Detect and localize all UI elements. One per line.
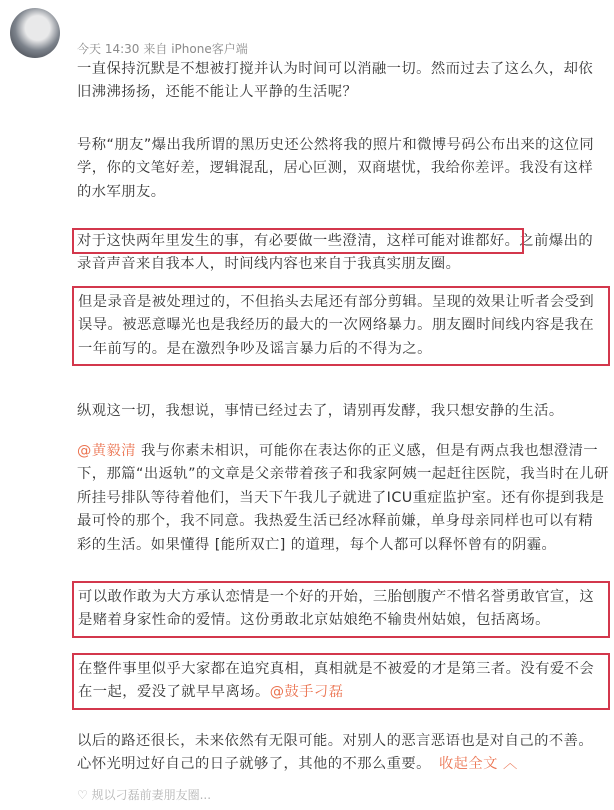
paragraph-3: 对于这快两年里发生的事，有必要做一些澄清，这样可能对谁都好。之前爆出的 录音声音来自我本人，时间线内容也来自于我真实朋友圈。: [77, 233, 594, 273]
highlight-box-1: 对于这快两年里发生的事，有必要做一些澄清，这样可能对谁都好。: [77, 233, 520, 249]
paragraph-5: 纵观这一切，我想说，事情已经过去了，请别再发酵，我只想安静的生活。: [77, 403, 564, 419]
post-meta: [77, 40, 248, 57]
highlight-box-3-wrap: [77, 586, 605, 633]
highlight-box-3: 可以敢作敢为大方承认恋情是一个好的开始，三胎刨腹产不惜名誉勇敢官宣，这 是赌着身家性命的爱情。这份勇敢北京姑娘绝不输贵州姑娘，包括离场。: [77, 586, 605, 633]
paragraph-1: 一直保持沉默是不想被打搅并认为时间可以消融一切。然而过去了这么久，却依 旧沸沸扬扬，还能不能让人平静的生活呢？: [77, 61, 594, 101]
watermark-footer: ♡ 规以刁磊前妻朋友圈...: [77, 788, 212, 802]
chevron-up-icon: ︿: [502, 756, 518, 773]
post-time: 今天 14:30: [77, 42, 140, 56]
highlight-box-2: 但是录音是被处理过的，不但掐头去尾还有部分剪辑。呈现的效果让听者会受到 误导。被恶意曝光也是我经历的最大的一次网络暴力。朋友圈时间线内容是我在 一年前写的。是在激烈争吵及谣言暴力后的不得为之。: [77, 291, 605, 361]
highlight-box-4: 在整件事里似乎大家都在追究真相，真相就是不被爱的才是第三者。没有爱不会 在一起，爱没了就早早离场。@鼓手刁磊: [77, 658, 605, 705]
heart-icon: ♡: [77, 788, 88, 802]
avatar[interactable]: [10, 8, 60, 58]
paragraph-2: 号称“朋友”爆出我所谓的黑历史还公然将我的照片和微博号码公布出来的这位同 学，你的文笔好差，逻辑混乱，居心叵测，双商堪忧，我给你差评。我没有这样 的水军朋友。: [77, 137, 595, 200]
mention-link-1[interactable]: @黄毅清: [77, 443, 136, 459]
post-source: 来自 iPhone客户端: [143, 42, 248, 56]
highlight-box-2-wrap: [77, 291, 605, 361]
paragraph-6: @黄毅清 我与你素未相识，可能你在表达你的正义感，但是有两点我也想澄清一 下，那篇“出返轨”的文章是父亲带着孩子和我家阿姨一起赶往医院，我当时在儿研 所挂号排队等待着他们，当天下午我儿子就进了ICU重症监护室。还有你提到我是 最可怜的那个，我不同意。我热爱生活已经冰释前嫌，单身母亲同样也可以有精 彩的生活。如果懂得 [能所双亡] 的道理，每个人都可以释怀曾有的阴霾。: [77, 443, 609, 553]
paragraph-9: 以后的路还很长，未来依然有无限可能。对别人的恶言恶语也是对自己的不善。 心怀光明过好自己的日子就够了，其他的不那么重要。 收起全文 ︿: [77, 733, 594, 773]
highlight-box-4-wrap: [77, 658, 605, 705]
collapse-button[interactable]: 收起全文 ︿: [438, 756, 518, 773]
mention-link-2[interactable]: @鼓手刁磊: [269, 684, 344, 701]
